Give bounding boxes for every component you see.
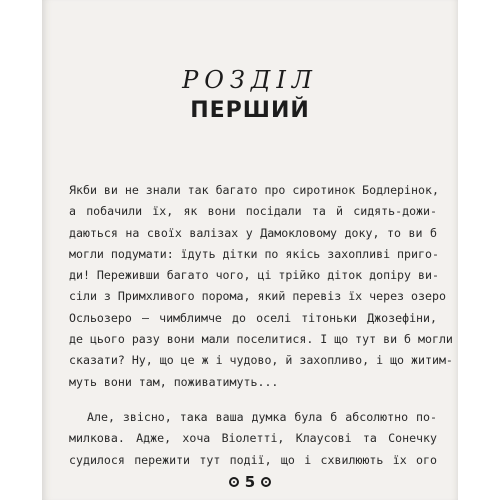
page-footer (42, 473, 458, 491)
text-line: могли подумати: їдуть дітки по якісь захопливі приго- (69, 246, 439, 261)
book-page (42, 0, 458, 500)
chapter-label: РОЗДІЛ (182, 66, 318, 94)
text-line: де цього разу вони мали поселитися. І що тут ви б могли (69, 332, 453, 347)
ornament-circle-icon (261, 477, 271, 487)
text-line: даються на своїх валізах у Дамокловому доку, то ви б (69, 225, 437, 240)
text-line: ди! Переживши багато чого, ці трійко діток допіру ви- (69, 268, 439, 283)
ornament-circle-icon (229, 477, 239, 487)
text-line: милкова. Адже, хоча Віолетті, Клаусові та Сонечку (69, 431, 437, 446)
text-line: муть вони там, поживатимуть... (69, 374, 279, 389)
text-line: сказати? Ну, що це ж і чудово, й захопливо, і що житим- (69, 353, 453, 368)
page-number: 5 (244, 473, 256, 491)
body-text (69, 180, 453, 471)
text-line: Осльозеро — чимблимче до оселі тітоньки Джозефіни, (69, 310, 437, 325)
text-line: а побачили їх, як вони посідали та й сидять-дожи- (69, 204, 437, 219)
text-line: Але, звісно, така ваша думка була б абсолютно по- (87, 409, 437, 424)
text-line: сіли з Примхливого порома, який перевіз їх через озеро (69, 289, 446, 304)
text-line: судилося пережити тут події, що і схвилюють їх ого (69, 452, 437, 467)
text-line: Якби ви не знали так багато про сиротинок Бодлерінок, (69, 183, 439, 197)
chapter-title: ПЕРШИЙ (190, 98, 310, 123)
